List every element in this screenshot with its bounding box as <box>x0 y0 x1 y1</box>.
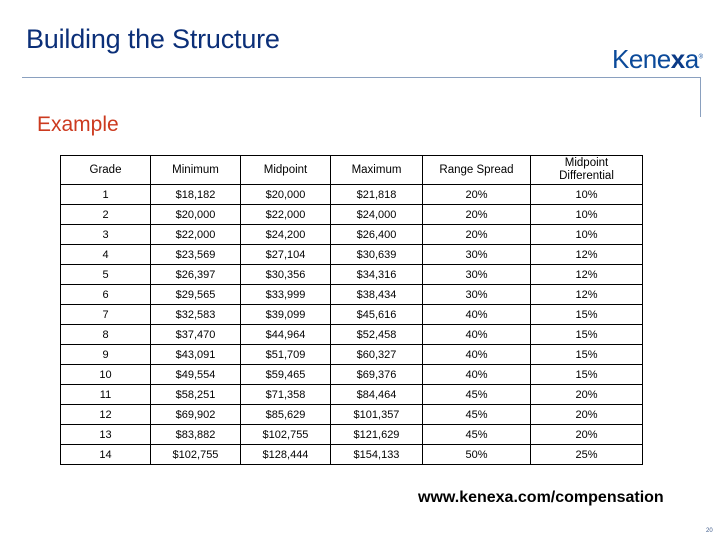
cell-midpoint: $24,200 <box>241 225 331 245</box>
cell-grade: 5 <box>61 265 151 285</box>
kenexa-logo <box>612 44 703 75</box>
cell-grade: 1 <box>61 185 151 205</box>
table-row <box>61 445 643 465</box>
table-row <box>61 365 643 385</box>
cell-maximum: $154,133 <box>331 445 423 465</box>
cell-range-spread: 30% <box>423 265 531 285</box>
cell-maximum: $101,357 <box>331 405 423 425</box>
table-row <box>61 245 643 265</box>
logo-text-suffix: a <box>684 44 699 74</box>
cell-minimum: $58,251 <box>151 385 241 405</box>
cell-maximum: $34,316 <box>331 265 423 285</box>
header-maximum: Maximum <box>331 156 423 185</box>
side-divider <box>700 77 701 117</box>
cell-midpoint-differential: 15% <box>531 365 643 385</box>
cell-minimum: $43,091 <box>151 345 241 365</box>
table-row <box>61 385 643 405</box>
cell-minimum: $69,902 <box>151 405 241 425</box>
cell-minimum: $22,000 <box>151 225 241 245</box>
cell-midpoint: $128,444 <box>241 445 331 465</box>
cell-grade: 4 <box>61 245 151 265</box>
cell-midpoint-differential: 12% <box>531 285 643 305</box>
cell-midpoint-differential: 20% <box>531 385 643 405</box>
logo-registered-mark: ® <box>698 54 703 61</box>
cell-midpoint: $27,104 <box>241 245 331 265</box>
cell-range-spread: 50% <box>423 445 531 465</box>
cell-midpoint: $20,000 <box>241 185 331 205</box>
header-range-spread: Range Spread <box>423 156 531 185</box>
cell-grade: 11 <box>61 385 151 405</box>
cell-range-spread: 40% <box>423 305 531 325</box>
cell-midpoint-differential: 20% <box>531 405 643 425</box>
cell-range-spread: 40% <box>423 325 531 345</box>
cell-midpoint: $51,709 <box>241 345 331 365</box>
cell-midpoint: $71,358 <box>241 385 331 405</box>
cell-minimum: $37,470 <box>151 325 241 345</box>
cell-maximum: $69,376 <box>331 365 423 385</box>
logo-text-x: x <box>670 44 685 74</box>
cell-midpoint: $39,099 <box>241 305 331 325</box>
table-row <box>61 345 643 365</box>
cell-midpoint: $85,629 <box>241 405 331 425</box>
slide-subtitle: Example <box>37 113 119 136</box>
footer-url: www.kenexa.com/compensation <box>418 489 664 506</box>
cell-minimum: $29,565 <box>151 285 241 305</box>
cell-minimum: $20,000 <box>151 205 241 225</box>
cell-range-spread: 45% <box>423 425 531 445</box>
cell-minimum: $26,397 <box>151 265 241 285</box>
cell-grade: 8 <box>61 325 151 345</box>
cell-midpoint: $102,755 <box>241 425 331 445</box>
cell-range-spread: 30% <box>423 245 531 265</box>
table-row <box>61 225 643 245</box>
table-row <box>61 305 643 325</box>
cell-minimum: $83,882 <box>151 425 241 445</box>
cell-midpoint-differential: 15% <box>531 345 643 365</box>
cell-midpoint-differential: 10% <box>531 225 643 245</box>
cell-midpoint-differential: 12% <box>531 245 643 265</box>
cell-grade: 12 <box>61 405 151 425</box>
cell-grade: 9 <box>61 345 151 365</box>
cell-range-spread: 20% <box>423 185 531 205</box>
header-midpoint-differential: Midpoint Differential <box>531 156 643 185</box>
cell-grade: 14 <box>61 445 151 465</box>
slide-title: Building the Structure <box>26 24 280 54</box>
cell-maximum: $30,639 <box>331 245 423 265</box>
cell-maximum: $38,434 <box>331 285 423 305</box>
table-row <box>61 265 643 285</box>
cell-maximum: $84,464 <box>331 385 423 405</box>
cell-range-spread: 20% <box>423 205 531 225</box>
cell-midpoint: $44,964 <box>241 325 331 345</box>
cell-grade: 6 <box>61 285 151 305</box>
cell-minimum: $18,182 <box>151 185 241 205</box>
cell-maximum: $121,629 <box>331 425 423 445</box>
cell-maximum: $24,000 <box>331 205 423 225</box>
table-row <box>61 325 643 345</box>
table-row <box>61 205 643 225</box>
cell-midpoint-differential: 20% <box>531 425 643 445</box>
cell-grade: 10 <box>61 365 151 385</box>
cell-range-spread: 20% <box>423 225 531 245</box>
table-row <box>61 405 643 425</box>
cell-range-spread: 40% <box>423 365 531 385</box>
cell-range-spread: 40% <box>423 345 531 365</box>
cell-maximum: $26,400 <box>331 225 423 245</box>
cell-minimum: $102,755 <box>151 445 241 465</box>
title-divider <box>22 77 700 78</box>
cell-midpoint: $59,465 <box>241 365 331 385</box>
table-header-row <box>61 156 643 185</box>
cell-midpoint: $22,000 <box>241 205 331 225</box>
cell-midpoint: $33,999 <box>241 285 331 305</box>
cell-minimum: $23,569 <box>151 245 241 265</box>
cell-midpoint: $30,356 <box>241 265 331 285</box>
cell-grade: 13 <box>61 425 151 445</box>
header-grade: Grade <box>61 156 151 185</box>
cell-midpoint-differential: 12% <box>531 265 643 285</box>
cell-midpoint-differential: 15% <box>531 305 643 325</box>
table-row <box>61 185 643 205</box>
cell-maximum: $60,327 <box>331 345 423 365</box>
page-number: 20 <box>706 528 713 534</box>
cell-range-spread: 30% <box>423 285 531 305</box>
cell-midpoint-differential: 10% <box>531 205 643 225</box>
cell-midpoint-differential: 25% <box>531 445 643 465</box>
cell-grade: 3 <box>61 225 151 245</box>
salary-structure-table <box>60 155 643 465</box>
cell-grade: 2 <box>61 205 151 225</box>
cell-maximum: $52,458 <box>331 325 423 345</box>
cell-midpoint-differential: 15% <box>531 325 643 345</box>
cell-minimum: $49,554 <box>151 365 241 385</box>
header-midpoint: Midpoint <box>241 156 331 185</box>
header-minimum: Minimum <box>151 156 241 185</box>
table-row <box>61 425 643 445</box>
cell-midpoint-differential: 10% <box>531 185 643 205</box>
cell-range-spread: 45% <box>423 405 531 425</box>
table-row <box>61 285 643 305</box>
logo-text-prefix: Kene <box>612 44 671 74</box>
cell-maximum: $21,818 <box>331 185 423 205</box>
cell-minimum: $32,583 <box>151 305 241 325</box>
table-body <box>61 185 643 465</box>
cell-maximum: $45,616 <box>331 305 423 325</box>
cell-range-spread: 45% <box>423 385 531 405</box>
cell-grade: 7 <box>61 305 151 325</box>
